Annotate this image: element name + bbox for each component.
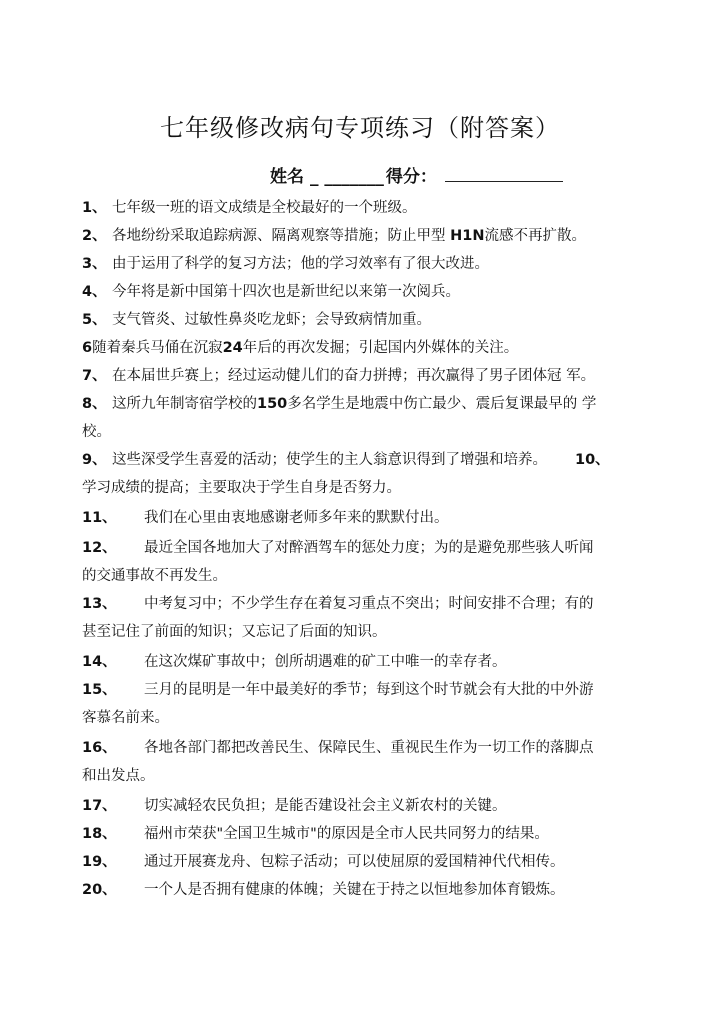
question-text: 流感不再扩散。 [484,228,586,244]
question-number: 14、 [82,654,117,670]
question-11 [82,508,449,528]
question-20 [82,880,565,900]
question-text: 多名学生是地震中伤亡最少、震后复课最早的 学 [287,396,597,412]
question-text: 和出发点。 [82,768,155,784]
question-text: 三月的昆明是一年中最美好的季节；每到这个时节就会有大批的中外游 [144,682,594,698]
question-2 [82,226,586,246]
question-text: 各地各部门都把改善民生、保障民生、重视民生作为一切工作的落脚点 [144,740,594,756]
question-number: 15、 [82,682,117,698]
question-15-continued [82,708,169,728]
score-blank-line [445,167,563,182]
question-15 [82,680,594,700]
question-text: 学习成绩的提高；主要取决于学生自身是否努力。 [82,480,401,496]
question-16-continued [82,766,155,786]
question-number: 4、 [82,284,107,300]
question-13 [82,594,594,614]
question-10 [82,478,401,498]
question-text: 七年级一班的语文成绩是全校最好的一个班级。 [112,200,417,216]
question-text: 最近全国各地加大了对醉酒驾车的惩处力度；为的是避免那些骇人听闻 [144,540,594,556]
question-number: 5、 [82,312,107,328]
question-number: 8、 [82,396,107,412]
question-6 [82,338,518,358]
question-text: 一个人是否拥有健康的体魄；关键在于持之以恒地参加体育锻炼。 [144,882,565,898]
question-number: 3、 [82,256,107,272]
question-number: 6 [82,340,93,356]
question-text: 的交通事故不再发生。 [82,568,227,584]
question-text: 客慕名前来。 [82,710,169,726]
score-label: 得分： [385,167,437,187]
question-text: 在这次煤矿事故中；创所胡遇难的矿工中唯一的幸存者。 [144,654,507,670]
question-number: 7、 [82,368,107,384]
question-9 [82,450,610,470]
question-4 [82,282,460,302]
question-text: 随着秦兵马俑在沉寂 [92,340,223,356]
question-text: 由于运用了科学的复习方法；他的学习效率有了很大改进。 [112,256,489,272]
question-text: 今年将是新中国第十四次也是新世纪以来第一次阅兵。 [112,284,460,300]
question-number: 18、 [82,826,117,842]
question-number: 16、 [82,740,117,756]
question-text: 支气管炎、过敏性鼻炎吃龙虾；会导致病情加重。 [112,312,431,328]
question-13-continued [82,622,387,642]
question-8 [82,394,596,414]
name-label: 姓名 [270,167,304,187]
name-score-row [270,162,563,187]
question-text: 年后的再次发掘；引起国内外媒体的关注。 [242,340,519,356]
question-number: 19、 [82,854,117,870]
question-number: 20、 [82,882,117,898]
question-number: 11、 [82,510,117,526]
question-18 [82,824,549,844]
question-text: 这所九年制寄宿学校的 [112,396,257,412]
question-19 [82,852,565,872]
question-text-bold: H1N [450,228,485,244]
name-blank: _ _______ [310,167,384,187]
question-17 [82,796,507,816]
question-text-bold: 24 [222,340,243,356]
question-text: 我们在心里由衷地感谢老师多年来的默默付出。 [144,510,449,526]
question-text: 各地纷纷采取追踪病源、隔离观察等措施；防止甲型 [112,228,451,244]
question-12-continued [82,566,227,586]
question-text-bold: 150 [257,396,288,412]
question-text: 中考复习中；不少学生存在着复习重点不突出；时间安排不合理；有的 [144,596,594,612]
question-number: 1、 [82,200,107,216]
page-title: 七年级修改病句专项练习（附答案） [160,114,560,142]
question-number: 9、 [82,452,107,468]
question-12 [82,538,594,558]
question-text: 校。 [82,424,111,440]
question-3 [82,254,489,274]
question-7 [82,366,595,386]
question-number: 12、 [82,540,117,556]
question-14 [82,652,507,672]
question-text: 切实减轻农民负担；是能否建设社会主义新农村的关键。 [144,798,507,814]
question-number: 2、 [82,228,107,244]
question-text: 在本届世乒赛上；经过运动健儿们的奋力拼搏；再次赢得了男子团体冠 军。 [112,368,596,384]
question-8-continued [82,422,111,442]
question-number: 13、 [82,596,117,612]
question-text: 这些深受学生喜爱的活动；使学生的主人翁意识得到了增强和培养。 [112,452,547,468]
question-5 [82,310,431,330]
question-text: 福州市荣获"全国卫生城市"的原因是全市人民共同努力的结果。 [144,826,549,842]
question-number: 10、 [575,452,610,468]
question-number: 17、 [82,798,117,814]
question-text: 通过开展赛龙舟、包粽子活动；可以使屈原的爱国精神代代相传。 [144,854,565,870]
question-1 [82,198,417,218]
question-16 [82,738,594,758]
question-text: 甚至记住了前面的知识；又忘记了后面的知识。 [82,624,387,640]
